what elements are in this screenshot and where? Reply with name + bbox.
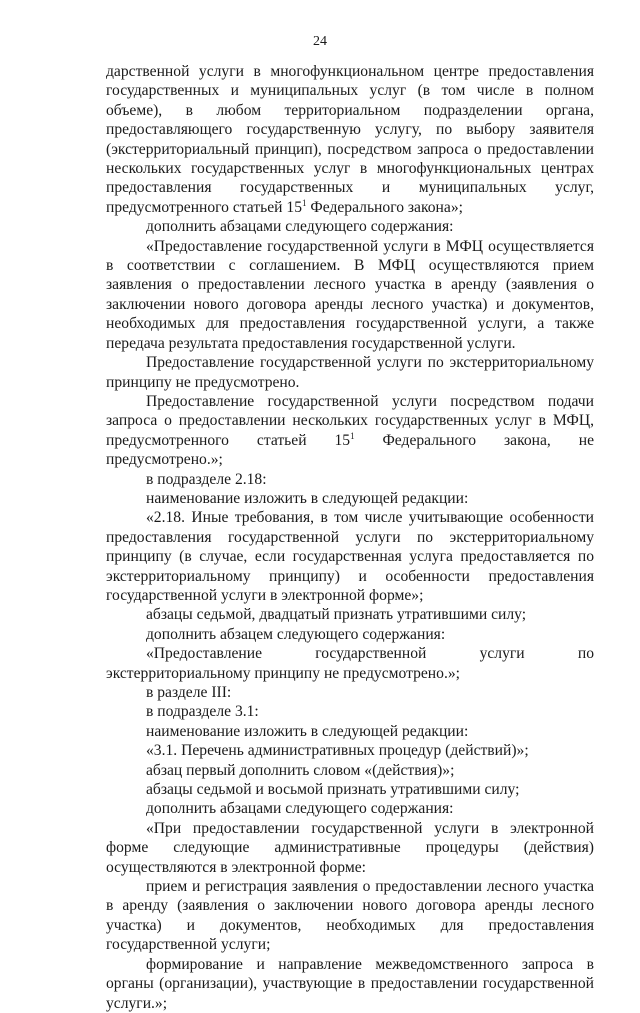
paragraph-p15 (106, 741, 594, 760)
paragraph-text: «3.1. Перечень административных процедур (действий)»; (146, 742, 529, 760)
paragraph-p20 (106, 877, 594, 955)
paragraph-p14 (106, 722, 594, 741)
paragraph-text: Федерального закона, не предусмотрено.»; (106, 431, 595, 469)
paragraph-p18 (106, 799, 594, 818)
paragraph-text: прием и регистрация заявления о предоставлении лесного участка в аренду (заявления о заключении нового договора аренды лесного участка) и документов, необходимых для предоставления государственной услуги; (106, 878, 594, 954)
paragraph-p17 (106, 780, 594, 799)
paragraph-text: абзац первый дополнить словом «(действия)»; (146, 761, 455, 779)
paragraph-p3 (106, 237, 594, 353)
paragraph-text: дополнить абзацами следующего содержания: (146, 218, 454, 236)
paragraph-text: «Предоставление государственной услуги в МФЦ осуществляется в соответствии с соглашением. В МФЦ осуществляются прием заявления о предоставлении лесного участка в аренду (заявления о заключении нового договора аренды лесного участка) и документов, необходимых для предоставления государственной услуги, а также передача результата предоставления государственной услуги. (106, 237, 594, 352)
paragraph-text: «При предоставлении государственной услуги в электронной форме следующие административные процедуры (действия) осуществляются в электронной форме: (106, 819, 594, 876)
paragraph-p2 (106, 217, 594, 236)
paragraph-p11 (106, 644, 594, 683)
paragraph-text: Федерального закона»; (306, 198, 463, 216)
paragraph-p13 (106, 702, 594, 721)
paragraph-text: абзацы седьмой, двадцатый признать утратившими силу; (146, 606, 527, 624)
paragraph-p1 (106, 62, 594, 217)
paragraph-p19 (106, 819, 594, 877)
paragraph-text: наименование изложить в следующей редакции: (146, 722, 469, 740)
superscript: 1 (302, 197, 307, 208)
paragraph-p6 (106, 470, 594, 489)
paragraph-p21 (106, 955, 594, 1013)
paragraph-p10 (106, 625, 594, 644)
paragraph-p16 (106, 761, 594, 780)
paragraph-text: «Предоставление государственной услуги по экстерриториальному принципу не предусмотрено.»; (106, 645, 594, 682)
paragraph-text: формирование и направление межведомственного запроса в органы (организации), участвующие в предоставлении государственной услуги.»; (106, 955, 594, 1012)
paragraph-p7 (106, 489, 594, 508)
paragraph-text: Предоставление государственной услуги посредством подачи запроса о предоставлении нескольких государственных услуг в МФЦ, предусмотренного статьей 15 (106, 392, 594, 449)
paragraph-p8 (106, 508, 594, 605)
paragraph-text: наименование изложить в следующей редакции: (146, 489, 469, 507)
paragraph-p12 (106, 683, 594, 702)
paragraph-text: дополнить абзацем следующего содержания: (146, 625, 446, 643)
document-body (106, 62, 594, 1013)
paragraph-text: в разделе III: (146, 684, 232, 701)
paragraph-p5 (106, 392, 594, 470)
paragraph-text: в подразделе 2.18: (146, 470, 267, 488)
paragraph-text: «2.18. Иные требования, в том числе учитывающие особенности предоставления государственной услуги по экстерриториальному принципу (в случае, если государственная услуга предоставляется по экстерриториальному принципу) и особенности предоставления государственной услуги в электронной форме»; (106, 509, 594, 604)
paragraph-text: Предоставление государственной услуги по экстерриториальному принципу не предусмотрено. (106, 354, 594, 391)
page-number: 24 (313, 34, 327, 49)
paragraph-text: абзацы седьмой и восьмой признать утратившими силу; (146, 781, 520, 799)
paragraph-p4 (106, 353, 594, 392)
superscript: 1 (350, 430, 355, 441)
paragraph-p9 (106, 605, 594, 624)
paragraph-text: дарственной услуги в многофункциональном центре предоставления государственных и муниципальных услуг (в том числе в полном объеме), в любом территориальном подразделении органа, предоставляющего государственную услугу, по выбору заявителя (экстерриториальный принцип), посредством запроса о предоставлении нескольких государственных услуг в многофункциональных центрах предоставления государственных и муниципальных услуг, предусмотренного статьей 15 (106, 63, 594, 216)
paragraph-text: в подразделе 3.1: (146, 703, 259, 721)
paragraph-text: дополнить абзацами следующего содержания: (146, 800, 454, 818)
